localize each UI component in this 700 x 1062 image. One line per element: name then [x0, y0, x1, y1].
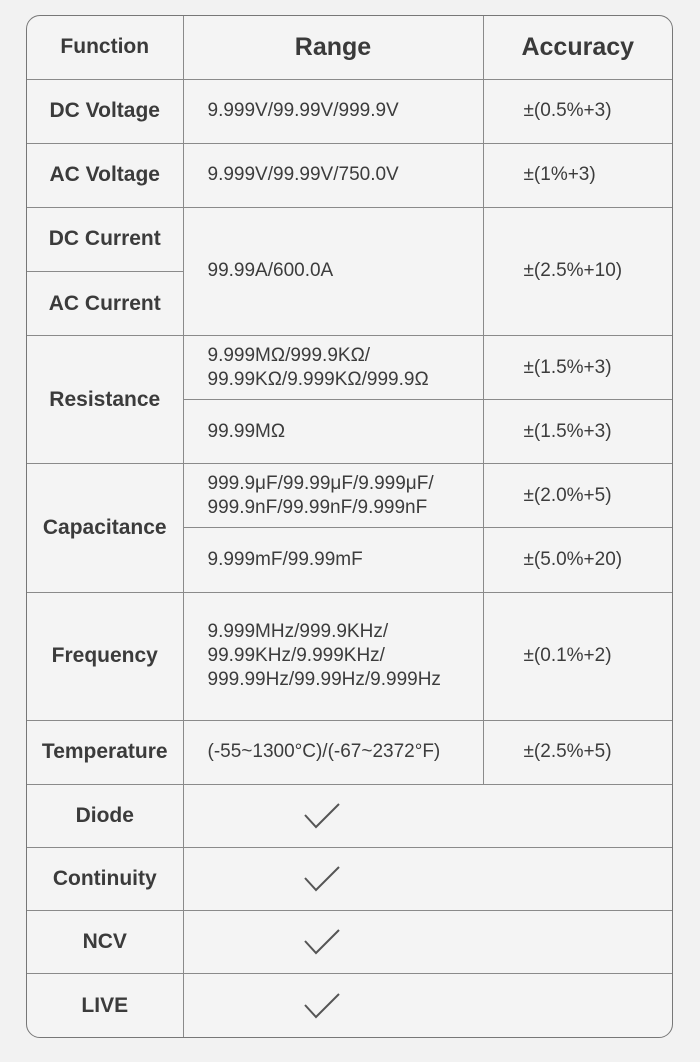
range-cell: (-55~1300°C)/(-67~2372°F)	[183, 720, 483, 784]
spec-table-card	[26, 15, 673, 1038]
accuracy-cell: ±(0.1%+2)	[483, 592, 672, 720]
table-row	[27, 974, 672, 1037]
range-line: 99.99KHz/9.999KHz/	[207, 645, 385, 667]
table-row	[27, 848, 672, 911]
function-cell: Diode	[27, 784, 183, 847]
spec-table	[27, 16, 672, 1037]
checkmark-icon	[302, 801, 342, 831]
function-cell: Capacitance	[27, 464, 183, 592]
table-row	[27, 592, 672, 720]
range-line: 9.999MHz/999.9KHz/	[207, 621, 389, 643]
table-row	[27, 464, 672, 528]
table-row	[27, 720, 672, 784]
accuracy-cell: ±(5.0%+20)	[483, 528, 672, 592]
table-row	[27, 784, 672, 847]
checkmark-icon	[302, 927, 342, 957]
header-row	[27, 16, 672, 79]
range-cell: 9.999V/99.99V/999.9V	[183, 79, 483, 143]
function-cell: Continuity	[27, 848, 183, 911]
range-line: 999.9μF/99.99μF/9.999μF/	[207, 472, 434, 494]
range-line: 999.99Hz/99.99Hz/9.999Hz	[207, 669, 441, 691]
checkmark-icon	[302, 864, 342, 894]
table-row	[27, 207, 672, 271]
function-cell: LIVE	[27, 974, 183, 1037]
header-function: Function	[27, 16, 183, 79]
supported-cell	[183, 974, 672, 1037]
range-cell	[183, 464, 483, 528]
range-cell	[183, 336, 483, 400]
range-line: 9.999MΩ/999.9KΩ/	[207, 344, 371, 366]
header-range: Range	[183, 16, 483, 79]
header-accuracy: Accuracy	[483, 16, 672, 79]
range-cell	[183, 592, 483, 720]
table-row	[27, 79, 672, 143]
function-cell: AC Voltage	[27, 143, 183, 207]
table-row	[27, 336, 672, 400]
range-line: 99.99KΩ/9.999KΩ/999.9Ω	[207, 368, 429, 390]
supported-cell	[183, 848, 672, 911]
checkmark-icon	[302, 991, 342, 1021]
accuracy-cell: ±(2.5%+5)	[483, 720, 672, 784]
range-cell: 9.999V/99.99V/750.0V	[183, 143, 483, 207]
table-row	[27, 911, 672, 974]
accuracy-cell: ±(2.0%+5)	[483, 464, 672, 528]
range-cell: 99.99A/600.0A	[183, 207, 483, 335]
function-cell: Temperature	[27, 720, 183, 784]
supported-cell	[183, 784, 672, 847]
accuracy-cell: ±(1%+3)	[483, 143, 672, 207]
function-cell: DC Current	[27, 207, 183, 271]
accuracy-cell: ±(1.5%+3)	[483, 400, 672, 464]
table-row	[27, 143, 672, 207]
function-cell: Resistance	[27, 336, 183, 464]
range-cell: 99.99MΩ	[183, 400, 483, 464]
function-cell: DC Voltage	[27, 79, 183, 143]
function-cell: NCV	[27, 911, 183, 974]
function-cell: Frequency	[27, 592, 183, 720]
range-line: 999.9nF/99.99nF/9.999nF	[207, 496, 428, 518]
function-cell: AC Current	[27, 271, 183, 335]
accuracy-cell: ±(2.5%+10)	[483, 207, 672, 335]
range-cell: 9.999mF/99.99mF	[183, 528, 483, 592]
accuracy-cell: ±(1.5%+3)	[483, 336, 672, 400]
accuracy-cell: ±(0.5%+3)	[483, 79, 672, 143]
supported-cell	[183, 911, 672, 974]
